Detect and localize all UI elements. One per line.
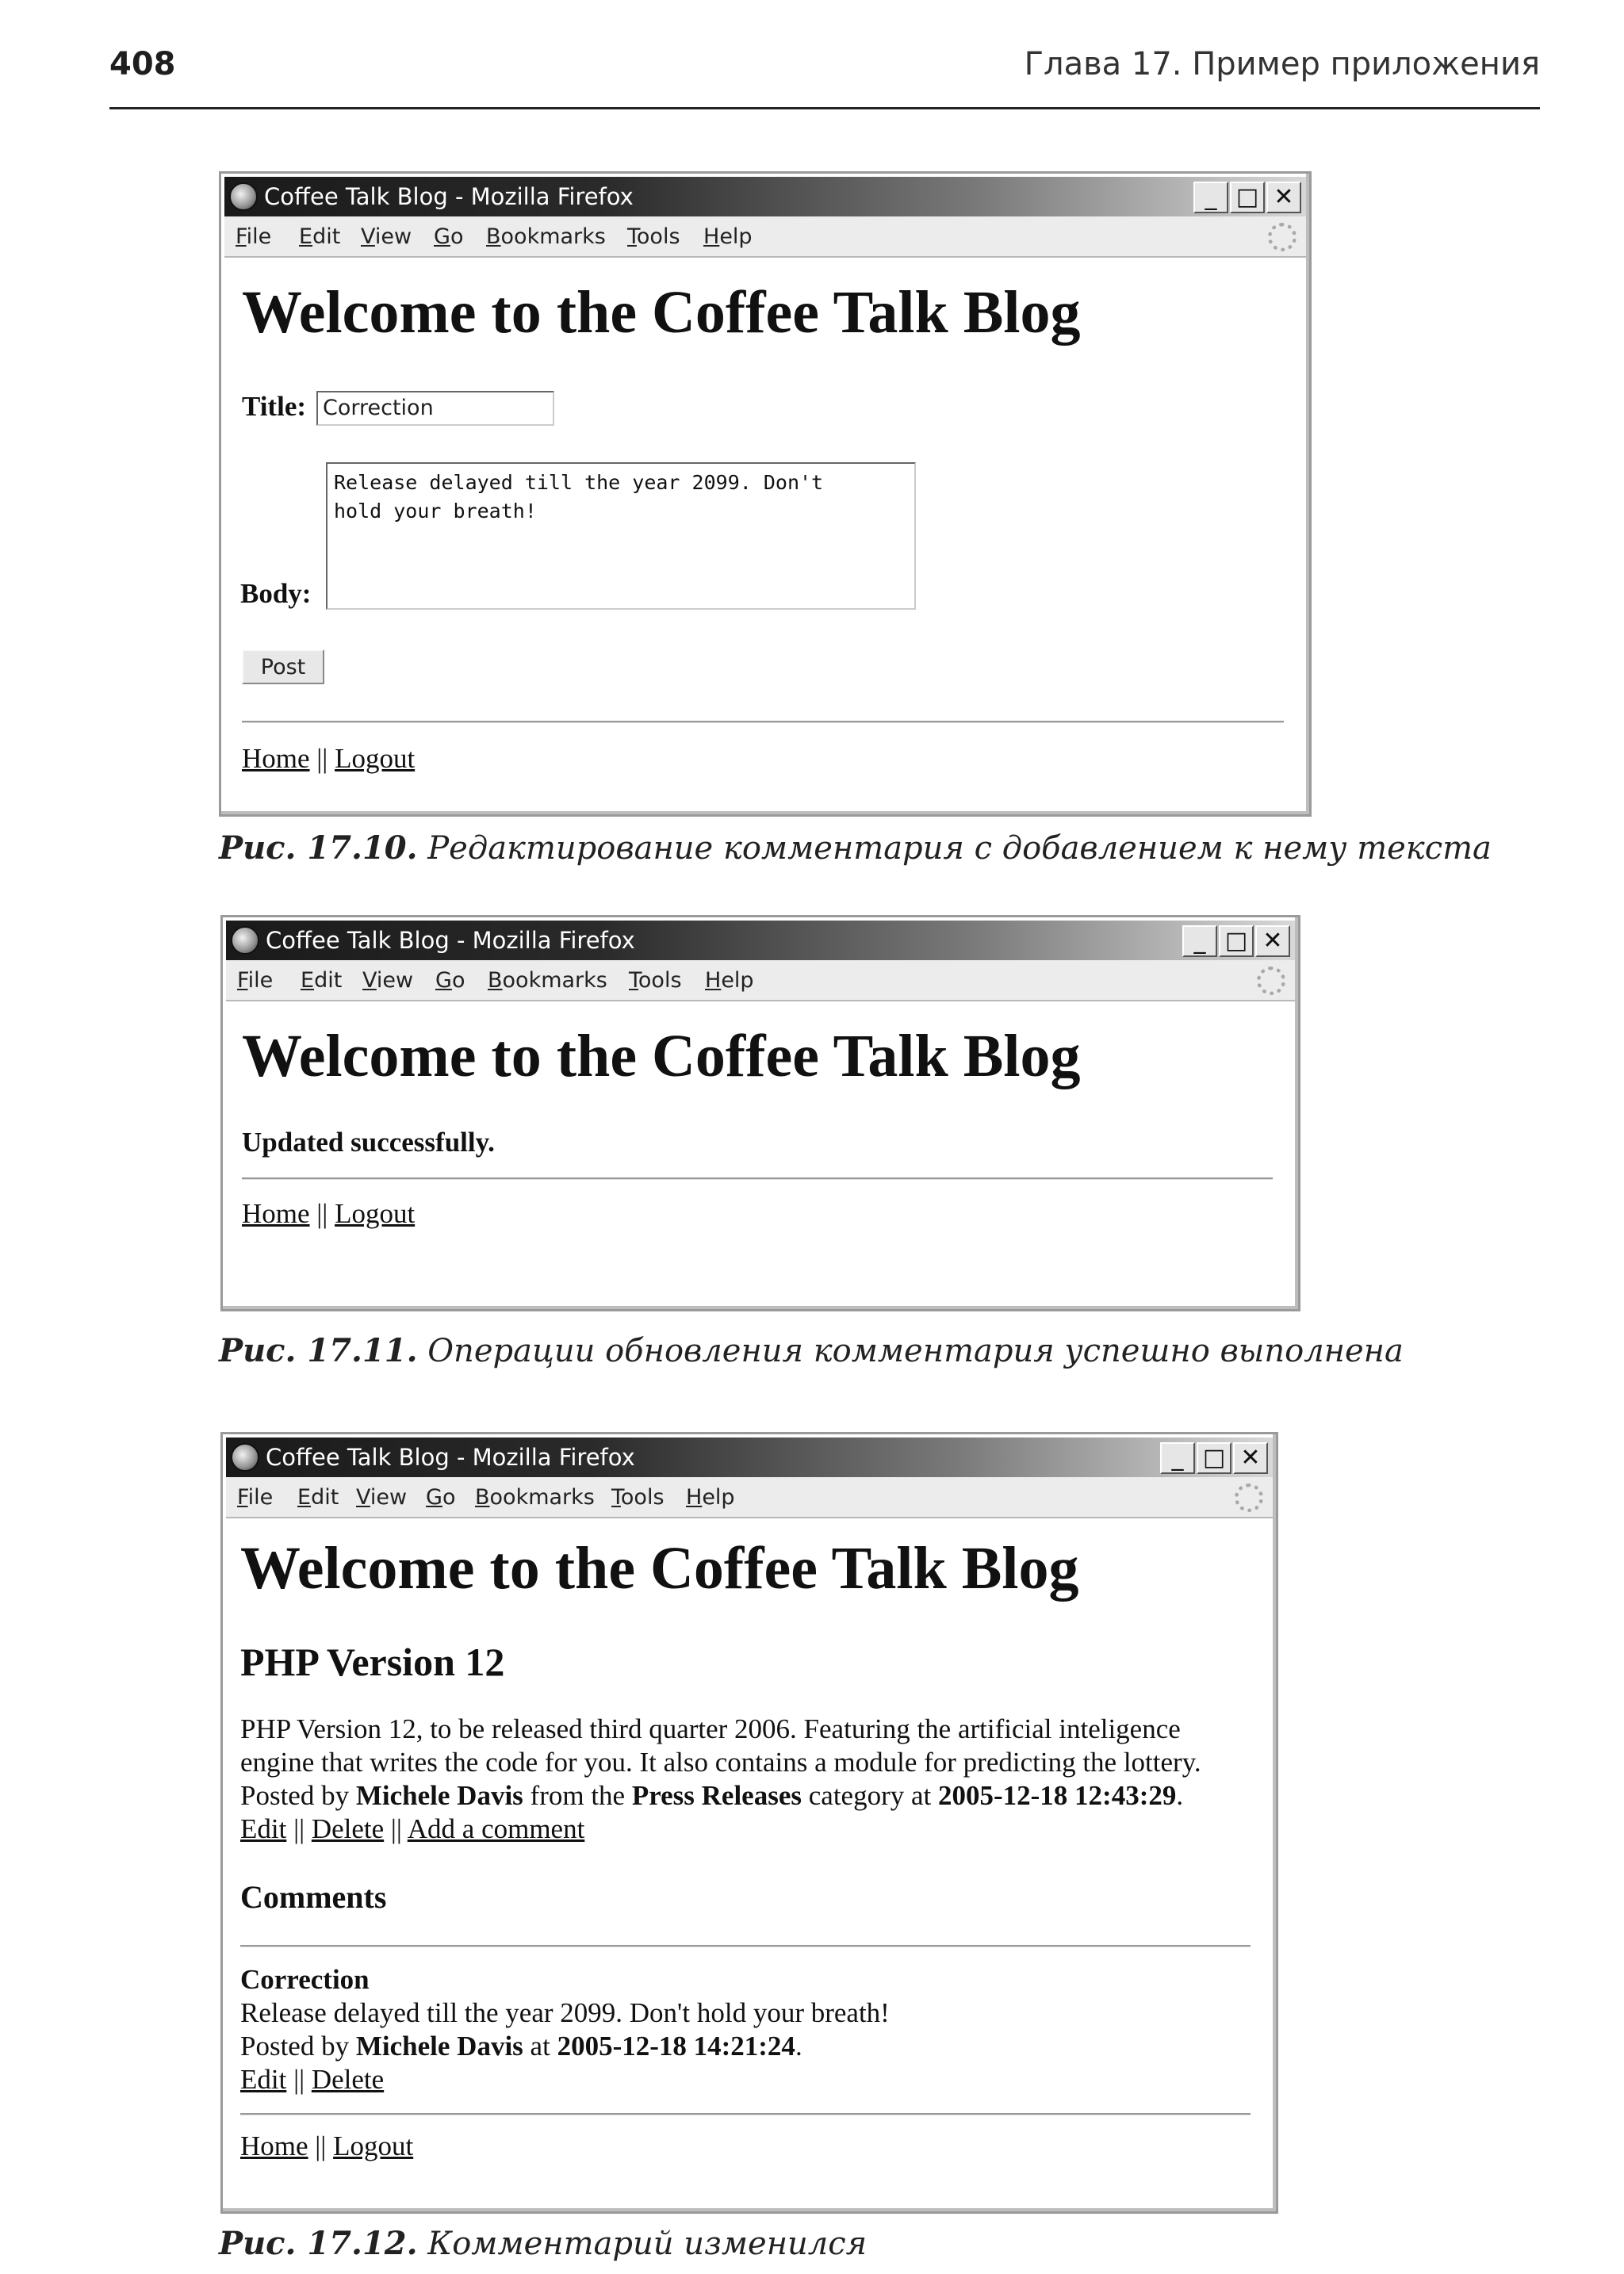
page-heading: Welcome to the Coffee Talk Blog [240,1535,1079,1602]
menu-bookmarks[interactable]: Bookmarks [486,224,606,249]
comment-date: 2005-12-18 14:21:24 [557,2031,795,2062]
page-header [109,46,1540,109]
throbber-icon [1257,967,1285,995]
edit-post-link[interactable]: Edit [240,1813,287,1844]
comment-title: Correction [240,1964,370,1995]
add-comment-link[interactable]: Add a comment [407,1813,585,1844]
menubar [226,960,1295,1001]
menu-help[interactable]: Help [703,224,753,249]
divider [240,1945,1251,1947]
home-link[interactable]: Home [242,743,310,774]
throbber-icon [1268,223,1297,251]
logout-link[interactable]: Logout [335,743,416,774]
firefox-icon [231,926,259,955]
post-button[interactable]: Post [242,649,324,684]
post-title: PHP Version 12 [240,1640,505,1684]
menu-go[interactable]: Go [434,224,464,249]
logout-link[interactable]: Logout [335,1198,416,1229]
comment-meta: Posted by Michele Davis at 2005-12-18 14:21:24. [240,2031,802,2062]
menu-view[interactable]: View [356,1485,408,1510]
page-heading: Welcome to the Coffee Talk Blog [242,1023,1081,1089]
logout-link[interactable]: Logout [333,2130,414,2161]
figure-caption-17-10: Рис. 17.10. Редактирование комментария с добавлением к нему текста [219,829,1492,867]
maximize-icon: □ [1202,1444,1226,1472]
divider [242,1177,1273,1180]
menu-edit[interactable]: Edit [299,224,341,249]
minimize-icon: _ [1171,1444,1184,1472]
menu-file[interactable]: File [237,1485,274,1510]
browser-window-post [220,1432,1278,2214]
edit-comment-link[interactable]: Edit [240,2064,287,2095]
post-date: 2005-12-18 12:43:29 [938,1780,1177,1811]
browser-window-edit [219,171,1312,817]
firefox-icon [231,1443,259,1472]
window-titlebar[interactable] [226,921,1295,960]
page-content [226,1001,1292,1303]
maximize-icon: □ [1224,927,1248,955]
menu-bookmarks[interactable]: Bookmarks [488,968,607,993]
comment-body: Release delayed till the year 2099. Don't hold your breath! [240,1997,890,2028]
close-icon: ✕ [1274,183,1294,211]
menu-help[interactable]: Help [705,968,754,993]
menubar [224,216,1306,258]
divider [240,2113,1251,2115]
comment-author: Michele Davis [355,2031,523,2062]
menu-tools[interactable]: Tools [627,224,680,249]
menu-help[interactable]: Help [686,1485,735,1510]
minimize-button[interactable] [1182,925,1217,957]
close-button[interactable] [1255,925,1290,957]
close-button[interactable] [1233,1442,1268,1474]
menu-edit[interactable]: Edit [301,968,343,993]
menu-tools[interactable]: Tools [629,968,682,993]
title-label: Title: [242,391,307,422]
page-number: 408 [109,46,176,82]
maximize-button[interactable] [1219,925,1254,957]
page-heading: Welcome to the Coffee Talk Blog [242,279,1081,346]
page-content [224,258,1303,808]
comments-heading: Comments [240,1879,387,1915]
maximize-button[interactable] [1197,1442,1231,1474]
body-label: Body: [240,578,312,609]
menu-edit[interactable]: Edit [297,1485,339,1510]
window-title: Coffee Talk Blog - Mozilla Firefox [264,183,634,210]
close-icon: ✕ [1240,1444,1261,1472]
footer-links: Home || Logout [242,1198,416,1229]
comment-actions: Edit || Delete [240,2064,385,2095]
close-button[interactable] [1266,182,1301,213]
maximize-icon: □ [1235,183,1259,211]
menu-tools[interactable]: Tools [611,1485,665,1510]
delete-post-link[interactable]: Delete [311,1813,385,1844]
footer-links: Home || Logout [240,2130,414,2161]
post-body-line-2: engine that writes the code for you. It also contains a module for predicting the lottery. [240,1747,1201,1778]
body-textarea[interactable]: Release delayed till the year 2099. Don't hold your breath! [326,462,916,610]
window-titlebar[interactable] [226,1438,1273,1477]
figure-caption-17-11: Рис. 17.11. Операции обновления комментария успешно выполнена [219,1332,1404,1369]
browser-window-updated [220,915,1300,1311]
window-title: Coffee Talk Blog - Mozilla Firefox [266,1444,635,1471]
window-title: Coffee Talk Blog - Mozilla Firefox [266,927,635,954]
menu-bookmarks[interactable]: Bookmarks [475,1485,595,1510]
throbber-icon [1235,1483,1263,1512]
menu-view[interactable]: View [362,968,414,993]
menubar [226,1477,1273,1518]
minimize-icon: _ [1205,183,1217,211]
close-icon: ✕ [1262,927,1283,955]
menu-view[interactable]: View [361,224,412,249]
post-meta: Posted by Michele Davis from the Press Releases category at 2005-12-18 12:43:29. [240,1780,1184,1811]
footer-links: Home || Logout [242,743,416,774]
figure-caption-17-12: Рис. 17.12. Комментарий изменился [219,2225,868,2262]
status-message: Updated successfully. [242,1127,495,1158]
page-content [226,1518,1270,2205]
delete-comment-link[interactable]: Delete [311,2064,385,2095]
menu-file[interactable]: File [236,224,272,249]
menu-go[interactable]: Go [426,1485,456,1510]
menu-file[interactable]: File [237,968,274,993]
minimize-icon: _ [1193,927,1206,955]
post-actions: Edit || Delete || Add a comment [240,1813,585,1844]
window-titlebar[interactable] [224,177,1306,216]
firefox-icon [229,182,258,211]
minimize-button[interactable] [1160,1442,1195,1474]
home-link[interactable]: Home [242,1198,310,1229]
post-body-line-1: PHP Version 12, to be released third quarter 2006. Featuring the artificial inteligence [240,1713,1181,1744]
title-input[interactable]: Correction [316,391,554,426]
home-link[interactable]: Home [240,2130,308,2161]
post-author: Michele Davis [355,1780,523,1811]
maximize-button[interactable] [1230,182,1265,213]
menu-go[interactable]: Go [435,968,465,993]
chapter-title: Глава 17. Пример приложения [1024,46,1540,82]
divider [242,721,1284,723]
post-category: Press Releases [631,1780,802,1811]
minimize-button[interactable] [1193,182,1228,213]
